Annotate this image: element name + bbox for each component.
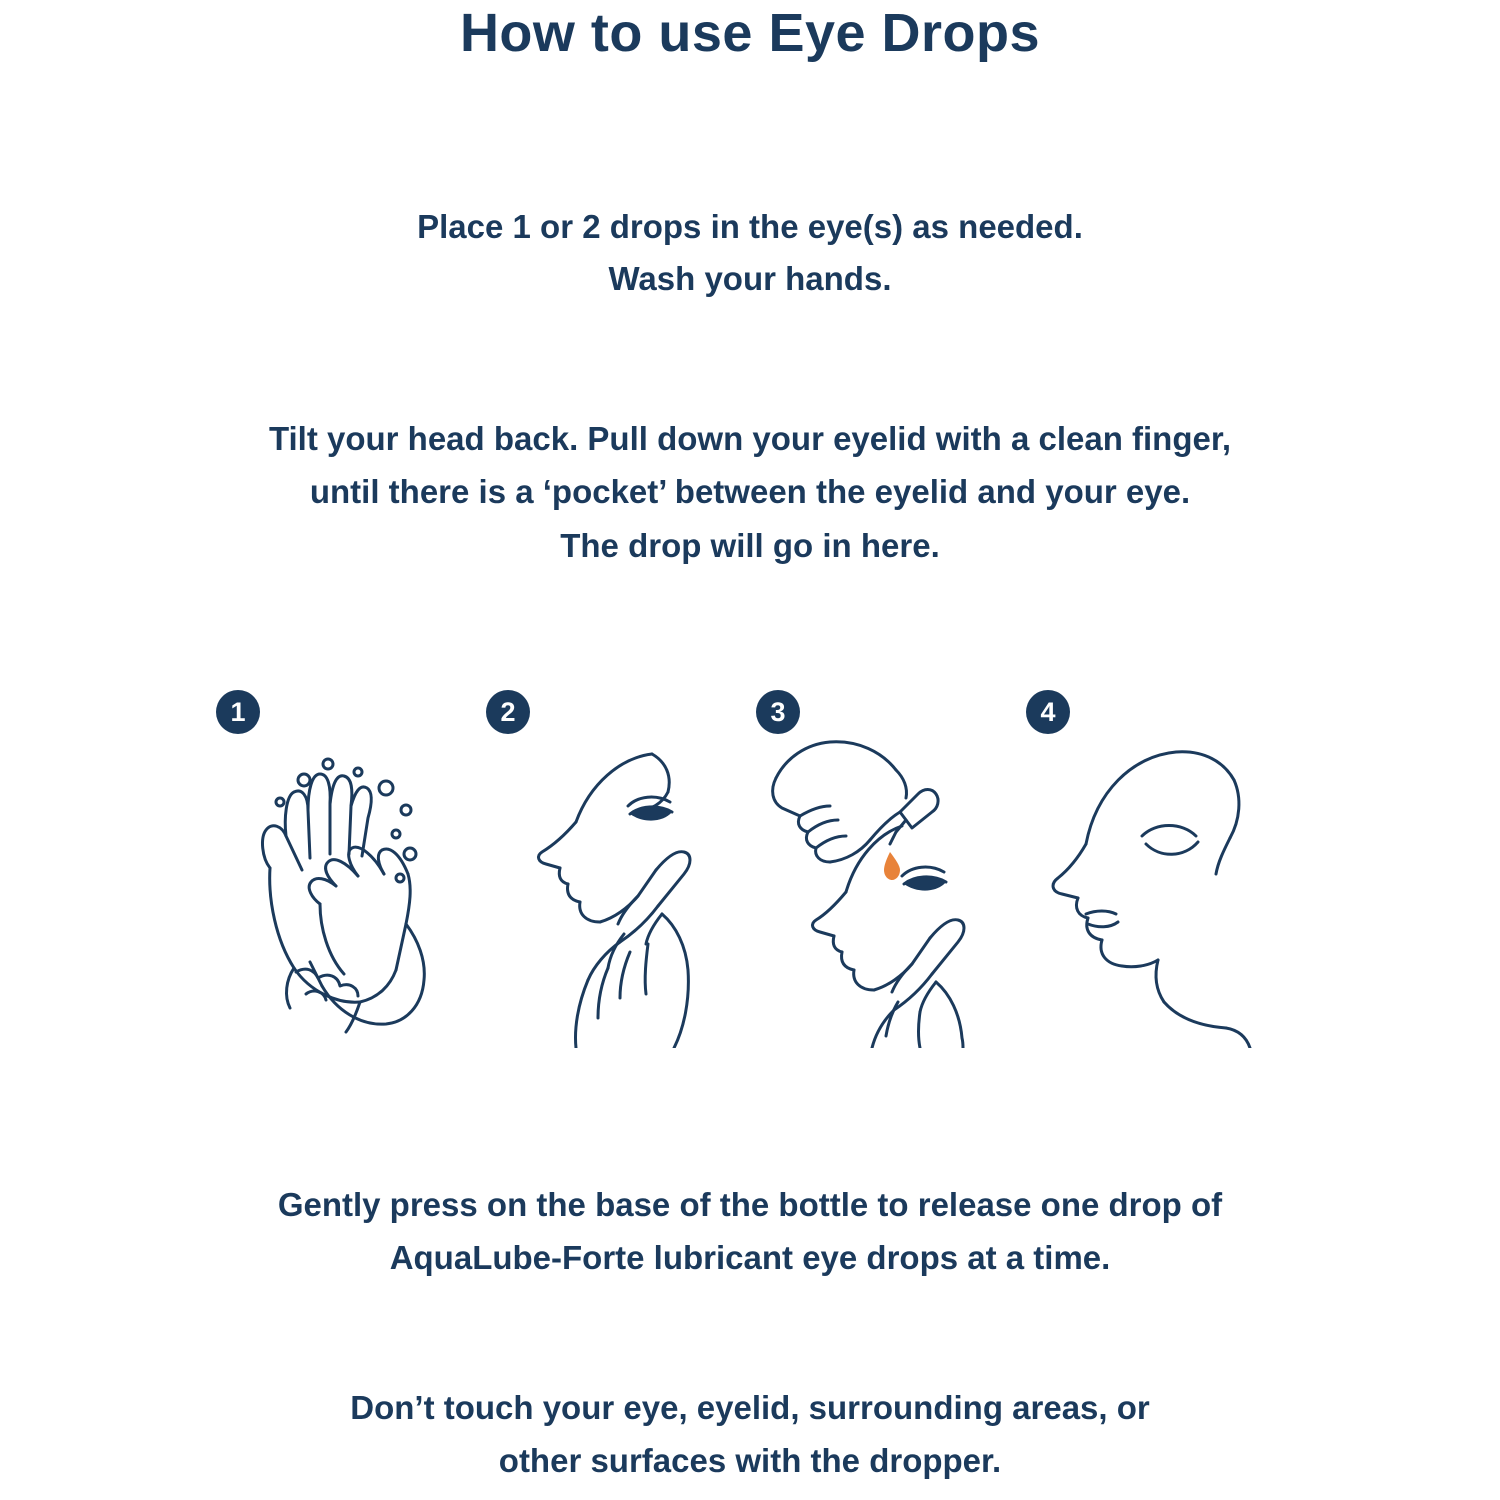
instructions-text <box>0 412 1500 572</box>
intro-line-1: Place 1 or 2 drops in the eye(s) as needed. <box>417 208 1083 246</box>
step-1-number: 1 <box>216 690 260 734</box>
washing-hands-icon <box>210 718 480 1048</box>
step-3-number: 3 <box>756 690 800 734</box>
step-4-number: 4 <box>1026 690 1070 734</box>
footer-line-3: Don’t touch your eye, eyelid, surrounding areas, or <box>350 1388 1150 1426</box>
footer-line-1: Gently press on the base of the bottle to release one drop of <box>277 1186 1223 1224</box>
pull-down-eyelid-icon <box>480 718 750 1048</box>
step-illustrations <box>0 690 1500 1050</box>
instructions-line-2: until there is a ‘pocket’ between the eyelid and your eye. <box>309 473 1191 511</box>
footer-line-4: other surfaces with the dropper. <box>498 1442 1002 1480</box>
step-2 <box>480 690 750 1050</box>
instructions-line-3: The drop will go in here. <box>560 526 940 564</box>
intro-line-2: Wash your hands. <box>608 259 892 297</box>
close-eye-icon <box>1020 718 1290 1048</box>
step-2-number: 2 <box>486 690 530 734</box>
footer-text-warning <box>0 1381 1500 1488</box>
step-1 <box>210 690 480 1050</box>
intro-text <box>0 201 1500 303</box>
step-3 <box>750 690 1020 1050</box>
instructions-line-1: Tilt your head back. Pull down your eyelid with a clean finger, <box>268 419 1232 457</box>
step-4 <box>1020 690 1290 1050</box>
footer-text-bottle <box>0 1178 1500 1285</box>
page-title: How to use Eye Drops <box>459 3 1041 63</box>
instill-drop-icon <box>750 718 1020 1048</box>
footer-line-2: AquaLube-Forte lubricant eye drops at a time. <box>389 1239 1111 1277</box>
